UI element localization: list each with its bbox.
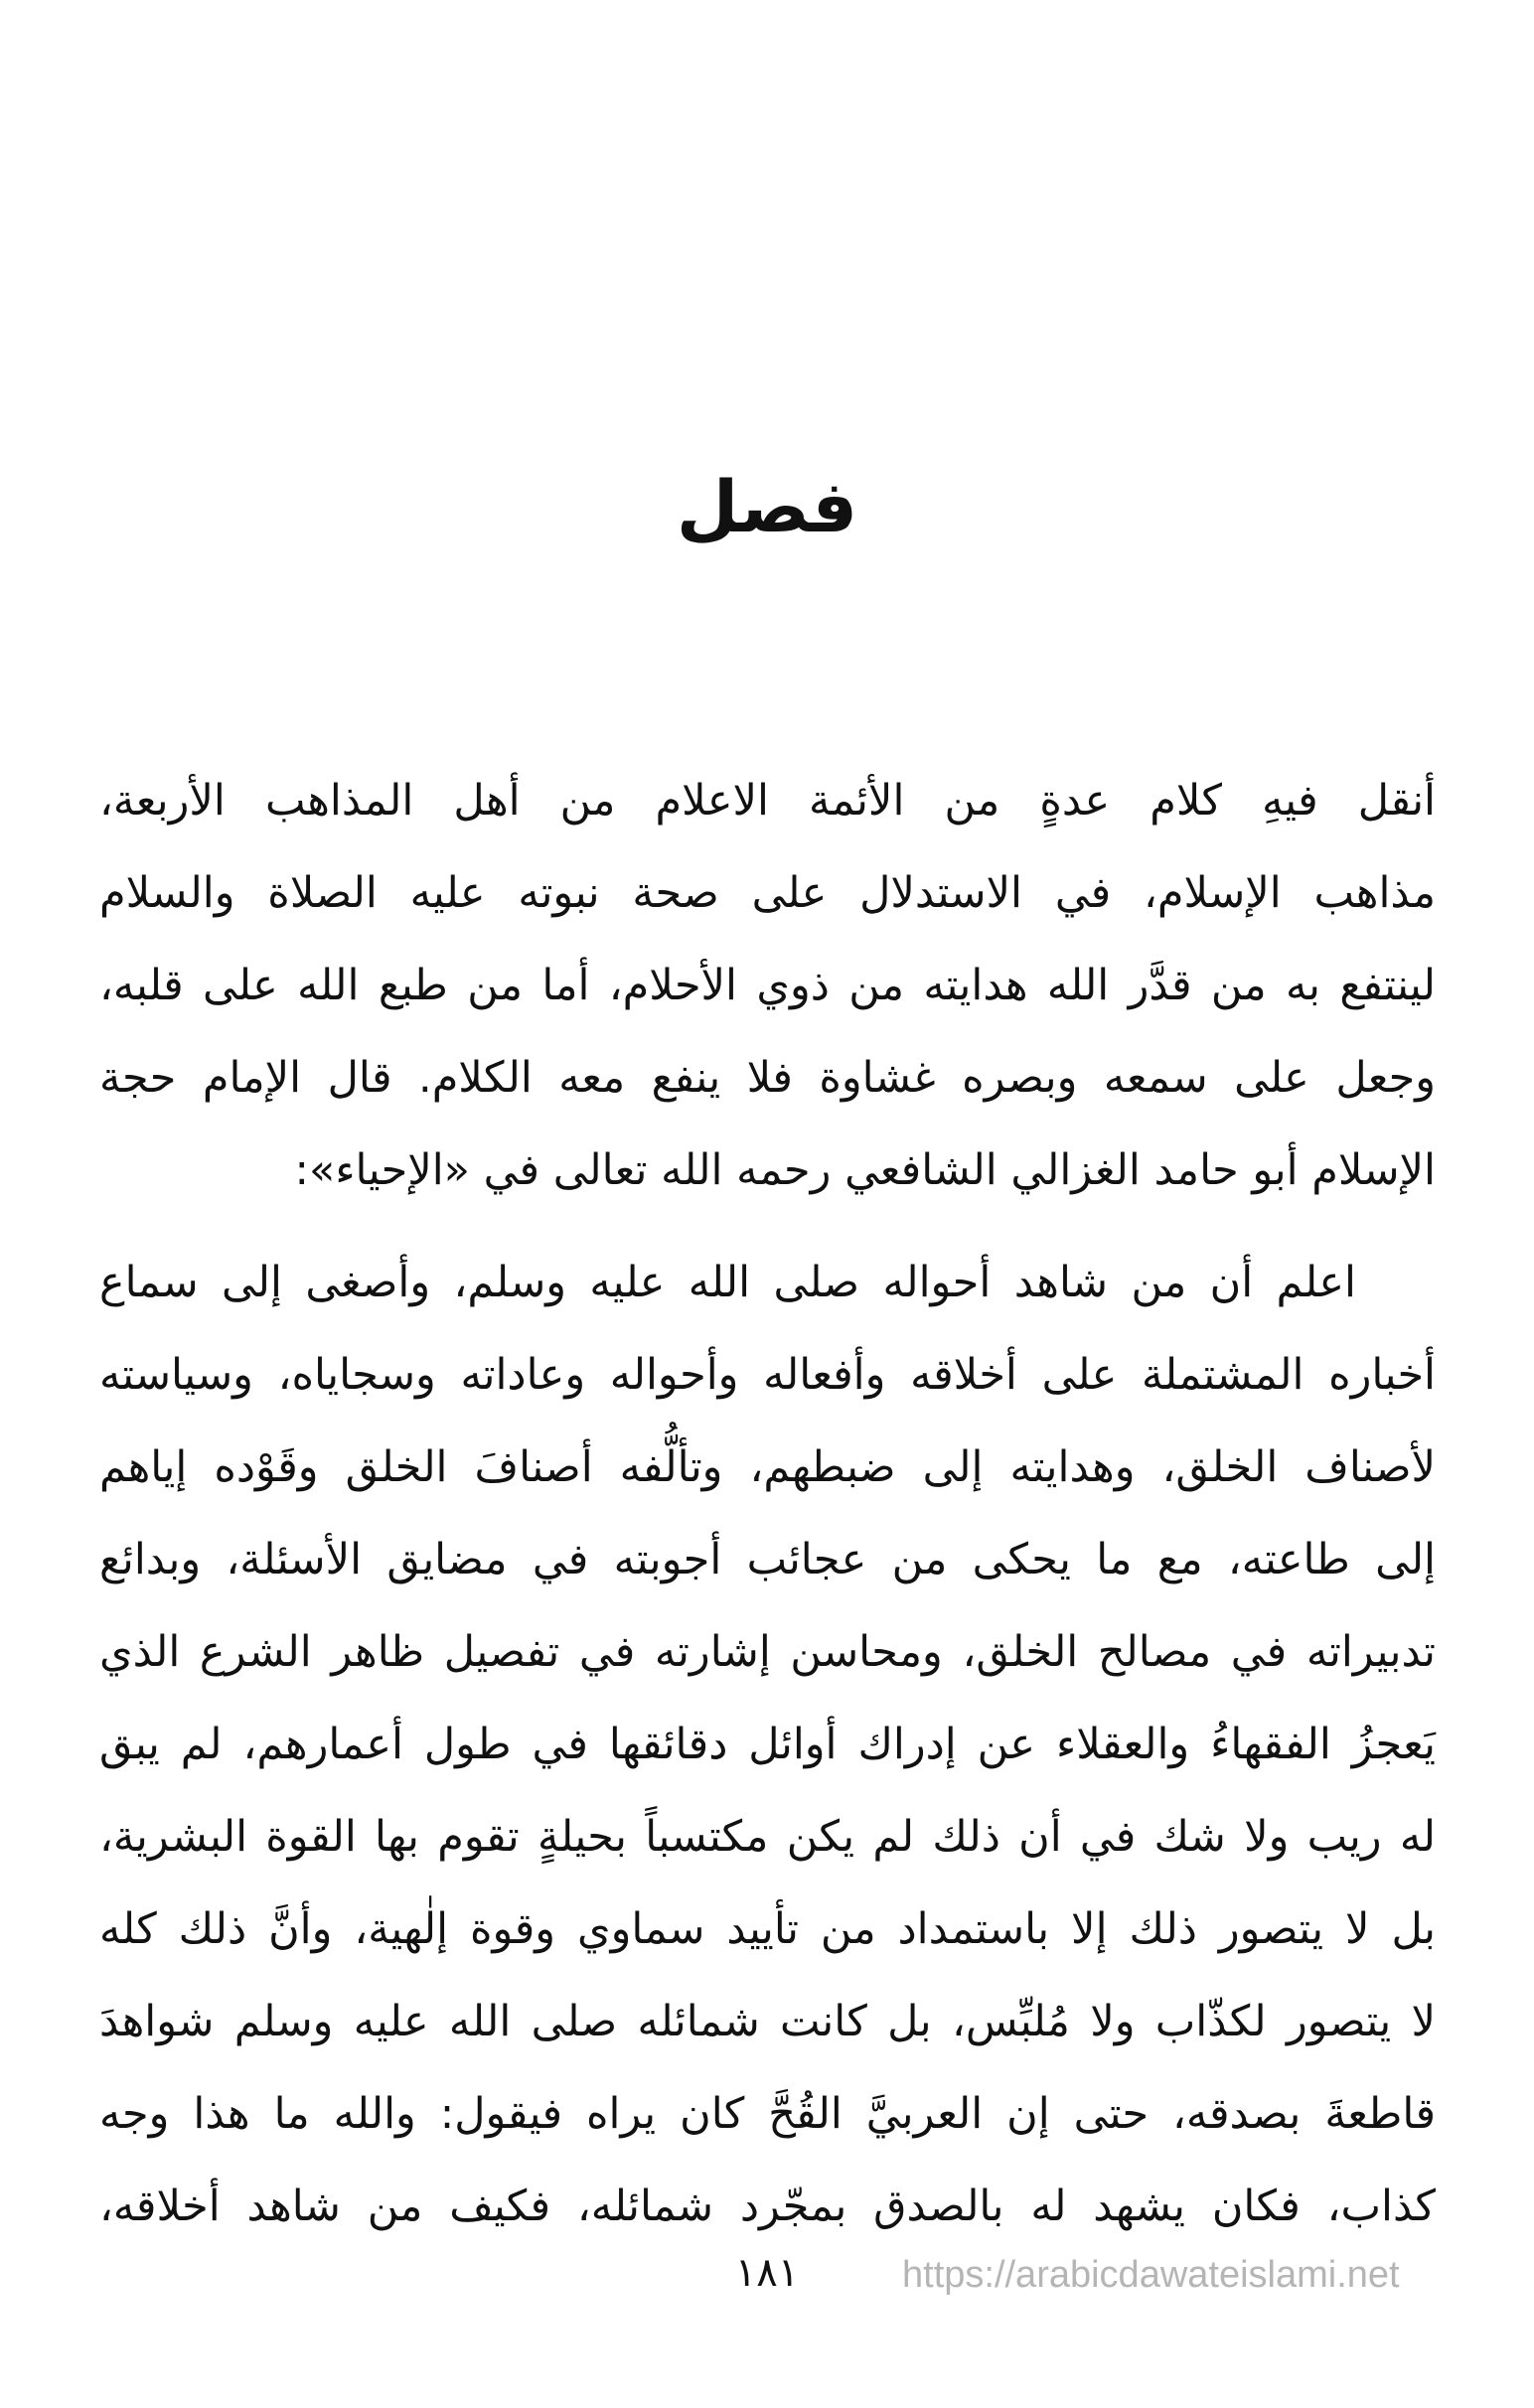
text-line: أخباره المشتملة على أخلاقه وأفعاله وأحواله وعاداته وسجاياه، وسياسته [99, 1350, 1436, 1400]
text-line: لينتفع به من قدَّر الله هدايته من ذوي الأحلام، أما من طبع الله على قلبه، [99, 961, 1436, 1010]
text-line: اعلم أن من شاهد أحواله صلى الله عليه وسلم، وأصغى إلى سماع [99, 1258, 1356, 1307]
page-number: ١٨١ [734, 2250, 800, 2296]
text-line: إلى طاعته، مع ما يحكى من عجائب أجوبته في مضايق الأسئلة، وبدائع [99, 1535, 1436, 1584]
text-line: لا يتصور لكذّاب ولا مُلبِّس، بل كانت شمائله صلى الله عليه وسلم شواهدَ [99, 1997, 1436, 2046]
text-line: كذاب، فكان يشهد له بالصدق بمجّرد شمائله، فكيف من شاهد أخلاقه، [99, 2182, 1436, 2231]
text-line: قاطعةَ بصدقه، حتى إن العربيَّ القُحَّ كان يراه فيقول: والله ما هذا وجه [99, 2089, 1436, 2139]
text-line: بل لا يتصور ذلك إلا باستمداد من تأييد سماوي وقوة إلٰهية، وأنَّ ذلك كله [99, 1904, 1436, 1954]
text-line: لأصناف الخلق، وهدايته إلى ضبطهم، وتألُّفه أصنافَ الخلق وقَوْده إياهم [99, 1442, 1436, 1492]
chapter-title: فصل [676, 465, 858, 548]
text-line: تدبيراته في مصالح الخلق، ومحاسن إشارته في تفصيل ظاهر الشرع الذي [99, 1627, 1436, 1677]
watermark-url: https://arabicdawateislami.net [902, 2254, 1400, 2296]
text-line: أنقل فيهِ كلام عدةٍ من الأئمة الاعلام من أهل المذاهب الأربعة، [99, 776, 1436, 826]
text-line: يَعجزُ الفقهاءُ والعقلاء عن إدراك أوائل دقائقها في طول أعمارهم، لم يبق [99, 1720, 1436, 1769]
text-line: الإسلام أبو حامد الغزالي الشافعي رحمه الله تعالى في «الإحياء»: [294, 1145, 1436, 1195]
text-line: له ريب ولا شك في أن ذلك لم يكن مكتسباً بحيلةٍ تقوم بها القوة البشرية، [99, 1812, 1436, 1862]
text-line: وجعل على سمعه وبصره غشاوة فلا ينفع معه الكلام. قال الإمام حجة [99, 1053, 1436, 1103]
paragraph-quote [99, 1237, 1436, 2253]
paragraph-intro [99, 755, 1436, 1217]
text-line: مذاهب الإسلام، في الاستدلال على صحة نبوته عليه الصلاة والسلام [99, 868, 1436, 918]
